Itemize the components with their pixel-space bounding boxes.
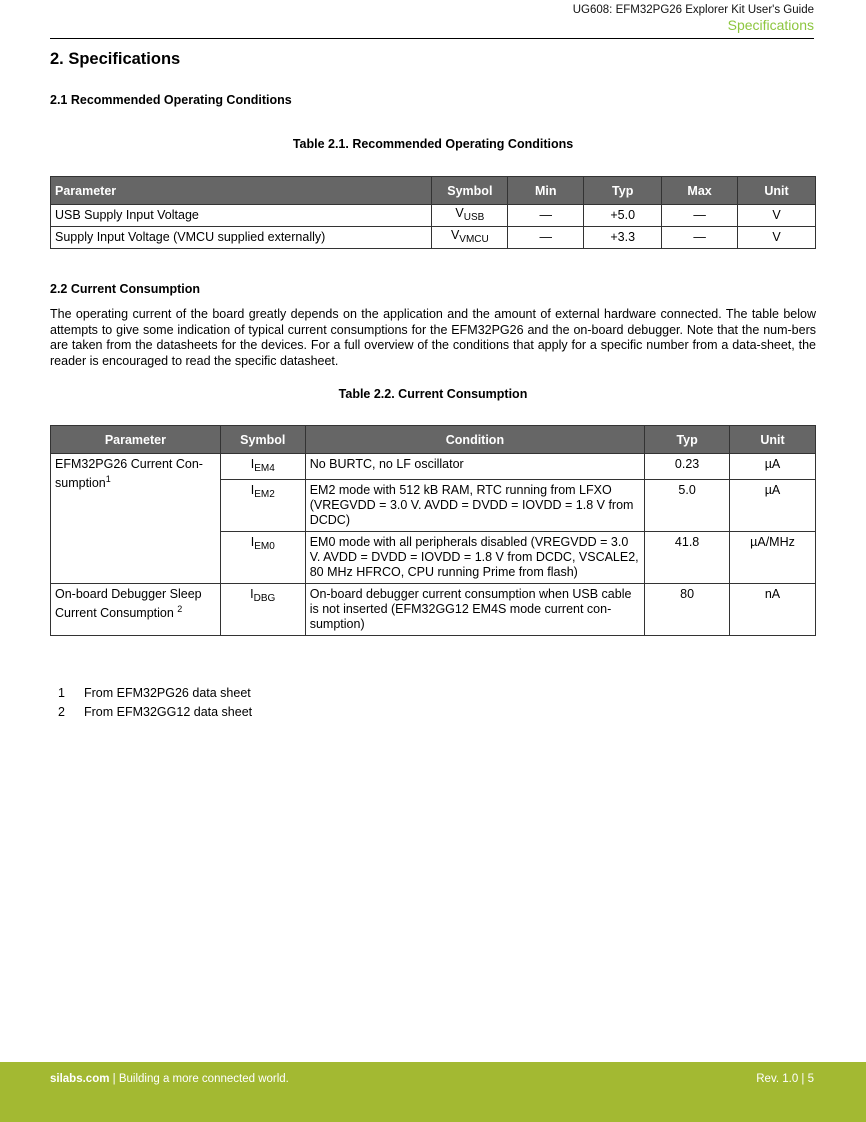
cell-parameter: Supply Input Voltage (VMCU supplied externally) bbox=[51, 227, 432, 249]
site-link[interactable]: silabs.com bbox=[50, 1073, 110, 1085]
cell-typ: +3.3 bbox=[584, 227, 662, 249]
section-label: Specifications bbox=[727, 17, 814, 33]
document-title: UG608: EFM32PG26 Explorer Kit User's Guide bbox=[572, 4, 814, 16]
footnote-2: 2 From EFM32GG12 data sheet bbox=[58, 705, 253, 719]
header-symbol: Symbol bbox=[220, 426, 305, 454]
cell-parameter: USB Supply Input Voltage bbox=[51, 205, 432, 227]
header-max: Max bbox=[662, 177, 738, 205]
cell-unit: nA bbox=[730, 584, 816, 636]
page-header bbox=[573, 3, 814, 33]
header-min: Min bbox=[508, 177, 584, 205]
current-consumption-table bbox=[50, 425, 816, 636]
table2-caption: Table 2.2. Current Consumption bbox=[338, 387, 528, 401]
header-parameter: Parameter bbox=[51, 426, 221, 454]
operating-conditions-table bbox=[50, 176, 816, 249]
cell-symbol: $I_{DBG}$ bbox=[220, 584, 305, 636]
body-paragraph: The operating current of the board greatly depends on the application and the amount of external hardware connected. The table below attempts to give some indication of typical current consumptions for the EFM32PG26 and the on-board debugger. Note that the num-bers are taken from the datasheets for the devices. For a full overview of the conditions that apply for a specific number from a data-sheet, the reader is encouraged to read the specific datasheet. bbox=[50, 307, 816, 368]
table-header-row bbox=[51, 177, 816, 205]
cell-symbol: $V_{USB}$ bbox=[432, 205, 508, 227]
cell-unit: V bbox=[738, 205, 816, 227]
cell-condition: EM0 mode with all peripherals disabled (VREGVDD = 3.0 V. AVDD = DVDD = IOVDD = 1.8 V from DCDC, VSCALE2, 80 MHz HFRCO, CPU running Prime from flash) bbox=[305, 532, 644, 584]
cell-unit: µA/MHz bbox=[730, 532, 816, 584]
cell-unit: µA bbox=[730, 480, 816, 532]
header-parameter: Parameter bbox=[51, 177, 432, 205]
header-typ: Typ bbox=[584, 177, 662, 205]
cell-parameter: EFM32PG26 Current Con-sumption$^1$ bbox=[51, 454, 221, 584]
header-condition: Condition bbox=[305, 426, 644, 454]
cell-symbol: $I_{EM4}$ bbox=[220, 454, 305, 480]
cell-typ: 41.8 bbox=[645, 532, 730, 584]
cell-typ: +5.0 bbox=[584, 205, 662, 227]
cell-max: — bbox=[662, 205, 738, 227]
cell-typ: 5.0 bbox=[645, 480, 730, 532]
header-symbol: Symbol bbox=[432, 177, 508, 205]
cell-parameter: On-board Debugger Sleep Current Consumption $^2$ bbox=[51, 584, 221, 636]
header-unit: Unit bbox=[730, 426, 816, 454]
cell-min: — bbox=[508, 227, 584, 249]
table-row bbox=[51, 584, 816, 636]
cell-symbol: $I_{EM2}$ bbox=[220, 480, 305, 532]
header-divider bbox=[50, 38, 814, 39]
footer-site: silabs.com | Building a more connected world. bbox=[50, 1073, 289, 1085]
table-header-row bbox=[51, 426, 816, 454]
cell-typ: 80 bbox=[645, 584, 730, 636]
cell-max: — bbox=[662, 227, 738, 249]
cell-unit: V bbox=[738, 227, 816, 249]
table-row bbox=[51, 205, 816, 227]
table-row bbox=[51, 227, 816, 249]
table1-caption: Table 2.1. Recommended Operating Conditions bbox=[292, 137, 574, 151]
cell-symbol: $I_{EM0}$ bbox=[220, 532, 305, 584]
cell-condition: No BURTC, no LF oscillator bbox=[305, 454, 644, 480]
subsection-title-operating: 2.1 Recommended Operating Conditions bbox=[50, 93, 292, 107]
header-typ: Typ bbox=[645, 426, 730, 454]
header-unit: Unit bbox=[738, 177, 816, 205]
cell-unit: µA bbox=[730, 454, 816, 480]
cell-typ: 0.23 bbox=[645, 454, 730, 480]
section-title: 2. Specifications bbox=[50, 50, 181, 68]
cell-condition: On-board debugger current consumption when USB cable is not inserted (EFM32GG12 EM4S mode current con-sumption) bbox=[305, 584, 644, 636]
cell-min: — bbox=[508, 205, 584, 227]
footer-revision: Rev. 1.0 | 5 bbox=[756, 1073, 814, 1085]
cell-condition: EM2 mode with 512 kB RAM, RTC running from LFXO (VREGVDD = 3.0 V. AVDD = DVDD = IOVDD = 1.8 V from DCDC) bbox=[305, 480, 644, 532]
subsection-title-current: 2.2 Current Consumption bbox=[50, 282, 201, 296]
footnote-1: 1 From EFM32PG26 data sheet bbox=[58, 686, 251, 700]
table-row bbox=[51, 454, 816, 480]
cell-symbol: $V_{VMCU}$ bbox=[432, 227, 508, 249]
page-footer bbox=[0, 1062, 866, 1122]
